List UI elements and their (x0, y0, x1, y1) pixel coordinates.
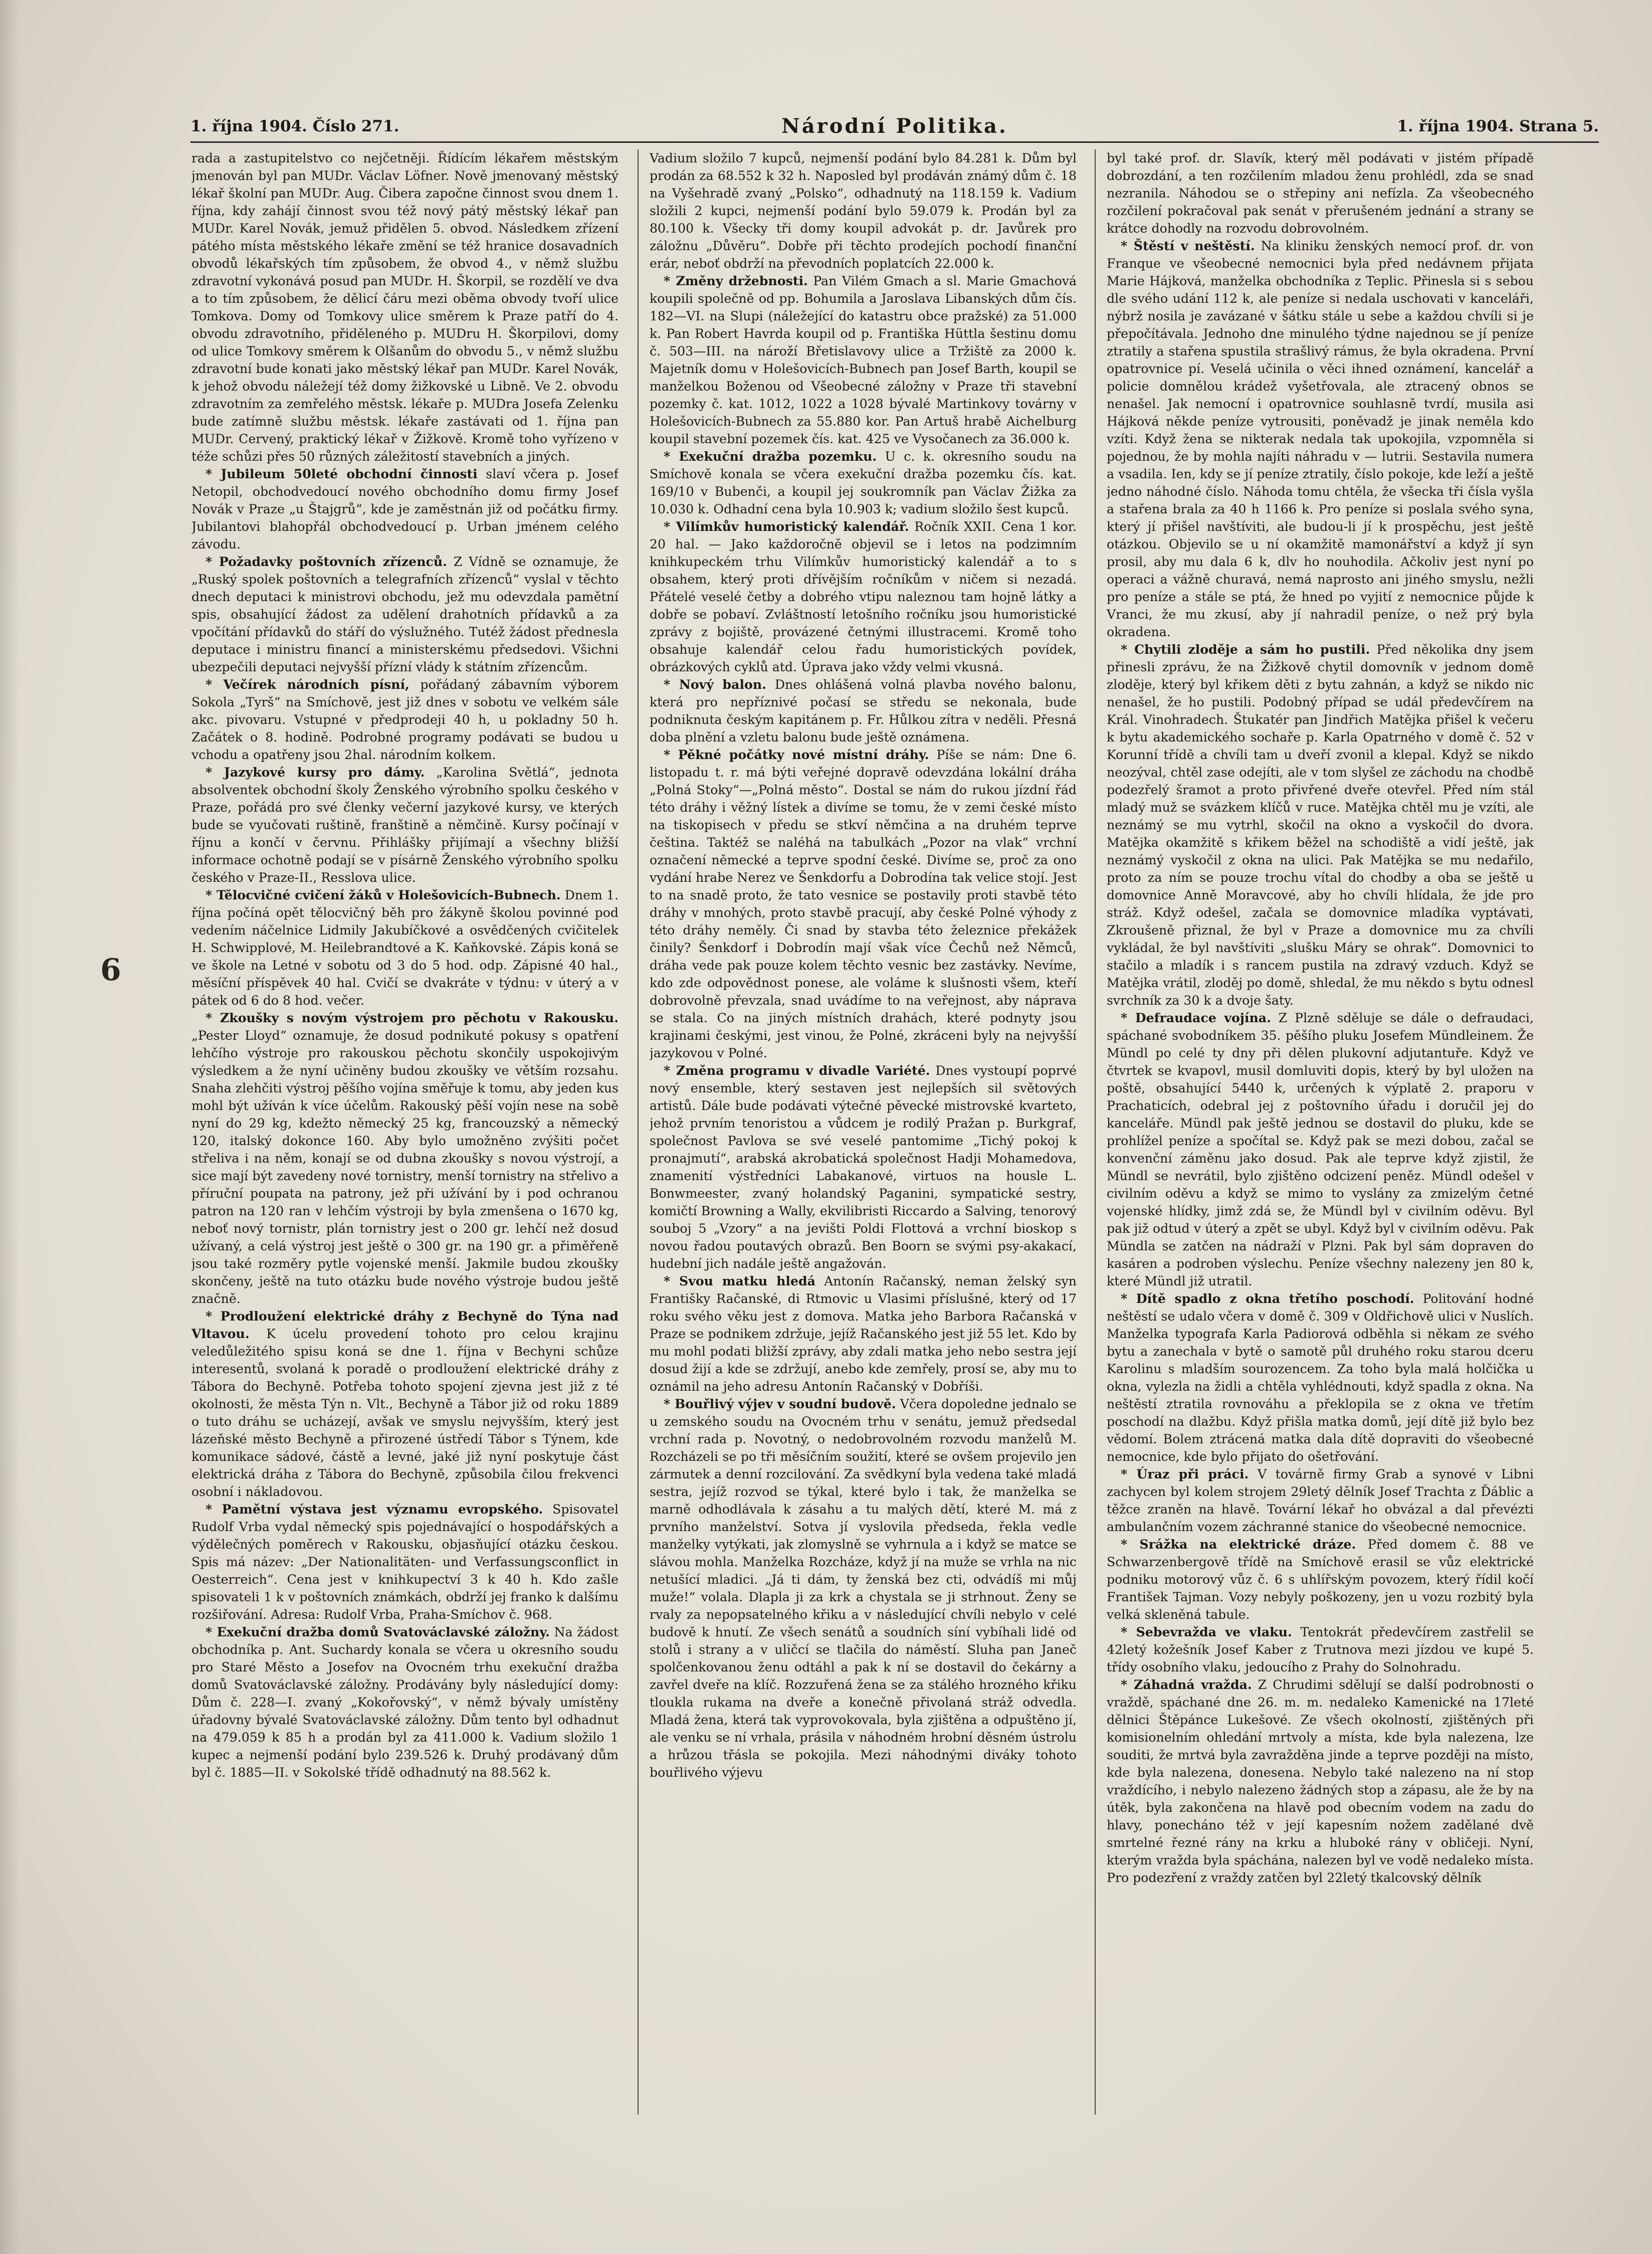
article-paragraph (1107, 1009, 1534, 1290)
column-divider (638, 149, 639, 2115)
article-text: Z Plzně sděluje se dále o defraudaci, spáchané svobodníkem 35. pěšího pluku Josefem Mündleinem. Že Mündl po celé ty dny při dělen plukovní adjutantuře. Když ve čtvrtek se kvapovl, musil domluviti dopis, který by byl uložen na poště, obsahující 5440 k, určených k výplatě 2. praporu v Prachaticích, odebral jej z poštovního úřadu i doručil jej do kanceláře. Mündl pak ještě jednou se dostavil do pluku, kde se prohlížel peníze a spočítal se. Když pak se mezi dobou, začal se konvenční záměnu jako dosud. Pak ale teprve když zjistil, že Mündl se nevrátil, bylo zjištěno odcizení peněz. Mündl odešel v civilním oděvu a když se mimo to vyslány za zmizelým četné vojenské hlídky, jimž zdá se, že Mündl byl v civilním oděvu. Byl pak již odtud v úterý a zpět se ubyl. Když byl v civilním oděvu. Pak Mündla se zatčen na nádraží v Plzni. Pak byl sám dopraven do kasáren a podroben výslechu. Peníze všechny nalezeny jen 80 k, které Mündl již utratil. (1107, 1011, 1534, 1288)
article-headline: * Exekuční dražba pozemku. (664, 449, 877, 464)
article-text: pořádaný zábavním výborem Sokola „Tyrš“ na Smíchově, jest již dnes v sobotu ve velkém sále akc. pivovaru. Vstupné v předprodeji 40 h, u pokladny 50 h. Začátek o 8. hodině. Podrobné programy podávati se budou u vchodu a opatřeny jsou 2hal. národním kolkem. (191, 677, 618, 762)
article-paragraph (191, 1009, 618, 1307)
article-headline: * Chytili zloděje a sám ho pustili. (1121, 642, 1370, 657)
article-paragraph (650, 676, 1077, 746)
article-headline: * Změny držebnosti. (664, 273, 808, 288)
header-date-issue: 1. října 1904. Číslo 271. (190, 117, 399, 135)
article-headline: * Úraz při práci. (1121, 1466, 1249, 1481)
header-date-page: 1. října 1904. Strana 5. (1397, 117, 1599, 135)
article-headline: * Jubileum 50leté obchodní činnosti (205, 466, 478, 481)
column-divider (1095, 149, 1096, 2115)
article-text: Ročník XXII. Cena 1 kor. 20 hal. — Jako každoročně objevil se i letos na podzimním knihkupeckém trhu Vilímkův humoristický kalendář a to s obsahem, který proti dřívějším ročníkům v ničem si nezadá. Přátelé veselé četby a dobrého vtipu naleznou tam hojně látky a dobře se pobaví. Zvláštností letošního ročníku jsou humoristické zprávy z bojiště, provázené četnými illustracemi. Kromě toho obsahuje kalendář celou řadu humoristických povídek, obrázkových cyklů atd. Úprava jako vždy velmi vkusná. (650, 519, 1077, 674)
article-paragraph (191, 1623, 618, 1781)
article-text: Před domem č. 88 ve Schwarzenbergově třídě na Smíchově erasil se vůz elektrické podniku motorový vůz č. 6 s uhlířským povozem, který řídil kočí František Tajman. Vozy nebyly poškozeny, jen u vozu rozbitý byla velká skleněná tabule. (1107, 1537, 1534, 1622)
article-headline: * Tělocvičné cvičení žáků v Holešovicích-Bubnech. (205, 887, 561, 902)
article-paragraph (650, 448, 1077, 518)
article-paragraph (1107, 237, 1534, 641)
article-headline: * Exekuční dražba domů Svatováclavské záložny. (205, 1624, 550, 1639)
header-rule (190, 141, 1599, 143)
article-text: V továrně firmy Grab a synové v Libni zachycen byl kolem strojem 29letý dělník Josef Trachta z Ďáblic a těžce zraněn na hlavě. Tovární lékař ho obvázal a dal převézti ambulančním vozem záchranné stanice do všeobecné nemocnice. (1107, 1467, 1534, 1534)
article-paragraph (191, 149, 618, 465)
article-text: Politování hodné neštěstí se udalo včera v domě č. 309 v Oldřichově ulici v Nuslích. Manželka typografa Karla Padiorová odběhla si někam ze svého bytu a zanechala v bytě o samotě půl druhého roku starou dceru Karolinu s mladším sourozencem. Za toho byla malá holčička u okna, vylezla na židli a chtěla vyhlédnouti, když spadla z okna. Na neštěstí ztratila rovnováhu a překlopila se z okna ve třetím poschodí na dlažbu. Když přišla matka domů, její dítě již bylo bez vědomí. Bolem ztrácená matka dala dítě dopraviti do všeobecné nemocnice, kde bylo přijato do ošetřování. (1107, 1291, 1534, 1464)
article-text: „Pester Lloyd“ oznamuje, že dosud podnikuté pokusy s opatření lehčího výstroje pro rakouskou pěchotu skončily uspokojivým výsledkem a že nyní učiněny budou zkoušky ve větším rozsahu. Snaha zlehčiti výstroj pěšího vojína směřuje k tomu, aby jeden kus mohl být užíván k více účelům. Rakouský pěší vojín nese na sobě nyní do 29 kg, kdežto německý 25 kg, francouzský a německý 120, italský dokonce 160. Aby bylo umožněno zvýšiti počet střeliva i na něm, konají se od dubna zkoušky s novou výstrojí, a sice mají být zavedeny nové tornistry, menší tornistry na střelivo a příruční poupata na patrony, jež při užívání by i pod ochranou patron na 120 ran v lehčím výstroji by byla zmenšena o 1670 kg, neboť nový tornistr, plán tornistry jest o 200 gr. lehčí než dosud užívaný, a celá výstroj jest ještě o 300 gr. na 190 gr. a přiměřeně jsou také rozměry pytle vojenské menší. Jakmile budou zkoušky skončeny, ještě na tuto otázku bude nového výstroje budou ještě značně. (191, 1028, 618, 1306)
article-paragraph (650, 1062, 1077, 1272)
article-text: rada a zastupitelstvo co nejčetněji. Řídícím lékařem městským jmenován byl pan MUDr. Václav Löfner. Nově jmenovaný městský lékař školní pan MUDr. Aug. Čibera započne činnost svou dnem 1. října, kdy zahájí činnost svou též nový pátý městský lékař pan MUDr. Karel Novák, jemuž přidělen 5. obvod. Následkem zřízení pátého místa městského lékaře změní se též hranice dosavadních obvodů lékařských tím způsobem, že obvod 4., v němž službu zdravotní vykonává posud pan MUDr. H. Škorpil, se rozdělí ve dva a to tím způsobem, že dělicí čáru mezi oběma obvody tvoří ulice Tomkova. Domy od Tomkovy ulice směrem k Praze patří do 4. obvodu zdravotního, přiděleného p. MUDru H. Škorpilovi, domy od ulice Tomkovy směrem k Olšanům do obvodu 5., v němž službu zdravotní bude konati jako městský lékař pan MUDr. Karel Novák, k jehož obvodu náležejí též domy žižkovské u Libně. Ve 2. obvodu zdravotním za zemřelého městsk. lékaře p. MUDra Josefa Zelenku bude zatímně službu městsk. lékaře zastávati od 1. října pan MUDr. Cervený, praktický lékař v Žižkově. Kromě toho vyřízeno v téže schůzi přes 50 různých záležitostí stavebních a jiných. (191, 151, 618, 464)
article-text: K úcelu provedení tohoto pro celou krajinu veledůležitého spisu koná se dne 1. října v Bechyni schůze interesentů, svolaná k poradě o prodloužení elektrické dráhy z Tábora do Bechyně. Potřeba tohoto spojení zjevna jest již z té okolnosti, že města Týn n. Vlt., Bechyně a Tábor již od roku 1889 o tuto dráhu se ucházejí, avšak ve smyslu nejvyšším, který jest lázeňské město Bechyně a přirozené ústředí Tábor s Týnem, kde komunikace sádové, částě a levné, jaké již nyní poskytuje část elektrická dráha z Tábora do Bechyně, způsobila čilou frekvenci osobní i nákladovou. (191, 1327, 618, 1499)
article-text: Dnes ohlášená volná plavba nového balonu, která pro nepříznivé počasí se středu se nekonala, bude podniknuta českým kapitánem p. Fr. Hůlkou zítra v neděli. Přesná doba plnění a vzletu balonu bude ještě oznámena. (650, 677, 1077, 744)
column-1 (191, 149, 618, 2115)
article-headline: * Sebevražda ve vlaku. (1121, 1624, 1292, 1639)
article-text: U c. k. okresního soudu na Smíchově konala se včera exekuční dražba pozemku čís. kat. 169/10 v Bubenči, a koupil jej soukromník pan Václav Žižka za 10.030 k. Odhadní cena byla 10.903 k; vadium složilo šest kupců. (650, 449, 1077, 516)
article-paragraph (191, 886, 618, 1009)
article-paragraph (1107, 641, 1534, 1009)
article-headline: * Zkoušky s novým výstrojem pro pěchotu v Rakousku. (205, 1010, 618, 1025)
article-paragraph (650, 518, 1077, 676)
article-paragraph (1107, 1290, 1534, 1465)
article-paragraph (650, 149, 1077, 272)
article-headline: * Záhadná vražda. (1121, 1677, 1252, 1692)
article-text: Z Vídně se oznamuje, že „Ruský spolek poštovních a telegrafních zřízenců“ vyslal v těchto dnech deputaci k ministrovi obchodu, jež mu odevzdala pamětní spis, obsahující žádost za udělení drahotních přídavků a za vpočítání přídavků do stáří do výslužného. Tutéž žádost přednesla deputace i ministru financí a ministerskému předsedovi. Všichni ubezpečili deputaci nejvyšší přízní vlády k státním zřízencům. (191, 554, 618, 674)
article-text: Včera dopoledne jednalo se u zemského soudu na Ovocném trhu v senátu, jemuž předsedal vrchní rada p. Novotný, o nedobrovolném rozvodu manželů M. Rozcházeli se po tři měsíčním soužití, které se ovšem projevilo jen zármutek a denní rozcilování. Za svědkyní byla vedena také mladá sestra, jejíž rozvod se týkal, které bylo i tak, že manželka se marně odhodlávala k zásahu a tu malých dětí, které M. má z prvního manželství. Sotva jí vyslovila předseda, řekla vedle manželky vytýkati, jak zlomyslně se vyhrnula a i když se matce se slávou mohla. Manželka Rozcháze, když jí na muže se vrhla na nic netušící mladici. „Já ti dám, ty ženská bez cti, odvádíš mi můj muže!“ volala. Dlapla ji za krk a chystala se ji strhnout. Ženy se rvaly za nepopsatelného křiku a v následující chvíli nebylo v celé budově k hnutí. Ze všech senátů a soudních síní vybíhali lidé od stolů i strany a v uličcí se tlačila do náměstí. Sluha pan Janeč spolčenkovanou ženu odtáhl a pak k ní se dostavil do čekárny a zavřel dveře na klíč. Rozzuřená žena se za stálého hrozného křiku tloukla rukama na dveře a konečně přivolaná stráž odvedla. Mladá žena, která tak vyprovokovala, byla zjištěna a odpuštěno jí, ale venku se ní vrhala, prásila v náhodném hrobní děsném ústrolu a hrůzou třásla se pokojila. Mezi náhodnými diváky tohoto bouřlivého výjevu (650, 1397, 1077, 1780)
article-text: Před několika dny jsem přinesli zprávu, že na Žižkově chytil domovník v jednom domě zloděje, který byl křikem děti z bytu zahnán, a když se nikdo nic nenašel, že ho pustili. Podobný případ se udál předevčírem na Král. Vinohradech. Štukatér pan Jindřich Matějka přišel k večeru k bytu akademického sochaře p. Karla Opatrného v domě č. 52 v Korunní třídě a chvíli tam u dveří zvonil a klepal. Když se nikdo neozýval, chtěl zase odejíti, ale v tom slyšel ze záchodu na chodbě podezřelý šramot a proto přivřené dveře otevřel. Před ním stál mladý muž se svázkem klíčů v ruce. Matějka chtěl mu je vzíti, ale neznámý se mu vytrhl, skočil na okno a vyskočil do dvora. Matějka okamžitě s křikem běžel na schodiště a vidí ještě, jak neznámý vyskočil z okna na ulici. Pak Matějka se mu nedařilo, proto za ním se pouze trochu vítal do chodby a oba se ještě u domovnice Anně Moravcové, aby ho chvíli hlídala, že jde pro stráž. Když odešel, začala se domovnice mladíka vyptávati, Zkroušeně přiznal, že byl v Praze a domovnice mu za chvíli vykládal, že byl navštíviti „slušku Máry se ohrak“. Domovnici to stačilo a mladík i s rancem pustila na zdravý vzduch. Když se Matějka vrátil, zloděj po domě, shledal, že mu někdo s bytu odnesl svrchník za 30 k a dvoje šaty. (1107, 642, 1534, 1008)
article-headline: * Defraudace vojína. (1121, 1010, 1271, 1025)
article-headline: * Srážka na elektrické dráze. (1121, 1537, 1356, 1552)
article-paragraph (191, 1500, 618, 1623)
masthead-title: Národní Politika. (781, 114, 1008, 138)
article-headline: * Prodloužení elektrické dráhy z Bechyně do Týna nad Vltavou. (191, 1308, 618, 1341)
article-headline: * Dítě spadlo z okna třetího poschodí. (1121, 1291, 1414, 1306)
article-text: Antonín Račanský, neman želský syn Františky Račanské, di Rtmovic u Vlasimi příslušné, který od 17 roku svého věku jest z domova. Matka jeho Barbora Račanská v Praze se podnikem zdržuje, jejíž Račanského jest již 55 let. Kdo by mu mohl podati bližší zprávy, aby zdali matka jeho nebo sestra její dosud žijí a kde se zdržují, anebo kde zemřely, prosí se, aby mu to oznámil na jeho adresu Antonín Račanský v Dobříši. (650, 1274, 1077, 1394)
article-headline: * Pěkné počátky nové místní dráhy. (664, 747, 929, 762)
article-text: Píše se nám: Dne 6. listopadu t. r. má býti veřejné dopravě odevzdána lokální dráha „Polná Stoky“—„Polná město“. Dostal se nám do rukou jízdní řád této dráhy i věžný lístek a divíme se tomu, že v zemi české místo na tiskopisech v předu se stkví němčina a na druhém teprve čeština. Taktéž se naléhá na tabulkách „Pozor na vlak“ vrchní označení německé a teprve spodní české. Divíme se, proč za ono vydání hrabe Nerez ve Šenkdorfu a Dobrodína tak velice stojí. Jest to na snadě proto, že tato vesnice se postavily proti stavbě této dráhy v mnohých, proto stavbě pracují, aby české Polné výhody z této dráhy neměly. Či snad by stavba této železnice překážek činily? Šenkdorf i Dobrodín mají však více Čechů než Němců, dráha vede pak pouze kolem těchto vesnic bez zastávky. Nevíme, kdo zde odpovědnost ponese, ale voláme k slušnosti všem, kteří dobrovolně převzala, snad uvádíme to na veřejnost, aby náprava se stala. Co na jiných místních drahách, které podnyty jsou krajinami českými, jest vinou, že Polné, zkráceni byly na nejvyšší jazykovou v Polné. (650, 747, 1077, 1060)
article-text: Vadium složilo 7 kupců, nejmenší podání bylo 84.281 k. Dům byl prodán za 68.552 k 32 h. Naposled byl prodáván známý dům č. 18 na Vyšehradě zvaný „Polsko“, odhadnutý na 118.159 k. Vadium složili 2 kupci, nejmenší podání bylo 59.079 k. Prodán byl za 80.100 k. Všecky tři domy koupil advokát p. dr. Javůrek pro záložnu „Důvěru“. Dobře při těchto prodejích pochodí finanční erár, neboť obdrží na převodních poplatcích 22.000 k. (650, 151, 1077, 271)
article-text: Na žádost obchodníka p. Ant. Suchardy konala se včera u okresního soudu pro Staré Město a Josefov na Ovocném trhu exekuční dražba domů Svatováclavské záložny. Prodávány byly následující domy: Dům č. 228—I. zvaný „Kokořovský“, v němž bývaly umístěny úřadovny bývalé Svatováclavské záložny. Dům tento byl odhadnut na 479.059 k 85 h a prodán byl za 411.000 k. Vadium složilo 1 kupec a nejmenší podání bylo 239.526 k. Druhý prodávaný dům byl č. 1885—II. v Sokolské třídě odhadnutý na 88.562 k. (191, 1625, 618, 1780)
article-headline: * Večírek národních písní, (205, 677, 409, 692)
article-text: slaví včera p. Josef Netopil, obchodvedoucí nového obchodního domu firmy Josef Novák v Praze „u Štajgrů“, kde je zaměstnán již od počátku firmy. Jubilantovi blahopřál obchodvedoucí p. Urban jménem celého závodu. (191, 467, 618, 551)
article-paragraph (1107, 149, 1534, 237)
article-headline: * Bouřlivý výjev v soudní budově. (664, 1396, 896, 1411)
article-text: Spisovatel Rudolf Vrba vydal německý spis pojednávající o hospodářských a výdělečných poměrech v Rakousku, objasňující otázku českou. Spis má název: „Der Nationalitäten- und Verfassungsconflict in Oesterreich“. Cena jest v knihkupectví 3 k 40 h. Kdo zašle spisovateli 1 k v poštovních známkách, obdrží jej franko k dalšímu rozšiřování. Adresa: Rudolf Vrba, Praha-Smíchov č. 968. (191, 1502, 618, 1622)
article-paragraph (1107, 1465, 1534, 1536)
article-paragraph (1107, 1623, 1534, 1676)
article-paragraph (1107, 1676, 1534, 1887)
article-paragraph (1107, 1536, 1534, 1623)
article-paragraph (191, 676, 618, 764)
article-paragraph (650, 272, 1077, 448)
article-headline: * Štěstí v neštěstí. (1121, 238, 1255, 253)
article-text: byl také prof. dr. Slavík, který měl podávati v jistém případě dobrozdání, a ten rozčilením mladou ženu prohlédl, zda se snad nezranila. Náhodou se o střepiny ani nefízla. Za všeobecného rozčilení pokračoval pak senát v přerušeném jednání a strany se krátce dohodly na rozvodu dobrovolném. (1107, 151, 1534, 236)
article-headline: * Požadavky poštovních zřízenců. (205, 554, 447, 569)
article-paragraph (191, 764, 618, 886)
article-paragraph (650, 1272, 1077, 1395)
article-paragraph (650, 1395, 1077, 1781)
column-2 (650, 149, 1077, 2115)
article-text: „Karolina Světlá“, jednota absolventek obchodní školy Ženského výrobního spolku českého v Praze, pořádá pro své členky večerní jazykové kursy, ve kterých bude se vyučovati ruštině, franštině a němčině. Kursy počínají v říjnu a končí v červnu. Přihlášky přijímají a všechny bližší informace ochotně podají se v písárně Ženského výrobního spolku českého v Praze-II., Resslova ulice. (191, 765, 618, 885)
article-paragraph (650, 746, 1077, 1062)
article-text: Pan Vilém Gmach a sl. Marie Gmachová koupili společně od pp. Bohumila a Jaroslava Libanských dům čís. 182—VI. na Slupi (náležející do katastru obce pražské) za 51.000 k. Pan Robert Havrda koupil od p. Františka Hüttla šestinu domu č. 503—III. na nároží Břetislavovy ulice a Tržiště za 2000 k. Majetník domu v Holešovicích-Bubnech pan Josef Barth, koupil se manželkou Boženou od Všeobecné záložny v Praze tři stavební pozemky č. kat. 1012, 1022 a 1028 bývalé Martinkovy továrny v Holešovicích-Bubnech za 55.880 kor. Pan Artuš hrabě Aichelburg koupil stavební pozemek čís. kat. 425 ve Vysočanech za 36.000 k. (650, 274, 1077, 446)
article-text: Tentokrát předevčírem zastřelil se 42letý kožešník Josef Kaber z Trutnova mezi jízdou ve kupé 5. třídy osobního vlaku, jedoucího z Prahy do Solnohradu. (1107, 1625, 1534, 1674)
article-headline: * Vilímkův humoristický kalendář. (664, 519, 909, 534)
column-3 (1107, 149, 1534, 2115)
article-headline: * Pamětní výstava jest významu evropského. (205, 1501, 543, 1517)
page-header (190, 114, 1599, 144)
article-text: Dnes vystoupí poprvé nový ensemble, který sestaven jest nejlepších sil světových artistů. Dále bude podávati výtečné pěvecké mistrovské kvarteto, jehož prvním tenoristou a vůdcem je rodilý Pražan p. Burkgraf, společnost Pavlova se své veselé pantomime „Tichý pokoj k pronajmutí“, arabská akrobatická společnost Hadji Mohamedova, znamenití výstředníci Labakanové, virtuos na housle L. Bonwmeester, zvaný holandský Paganini, sympatické sestry, komičtí Browning a Wally, ekvilibristi Riccardo a Salving, tenorový souboj 5 „Vzory“ a na jevišti Poldi Flottová a vrchní bioskop s novou řadou poutavých obrazů. Ben Boorn se svými psy-akakací, hudební jich nadále ještě angažován. (650, 1063, 1077, 1271)
article-headline: * Změna programu v divadle Variété. (664, 1063, 930, 1078)
article-headline: * Nový balon. (664, 677, 766, 692)
article-paragraph (191, 465, 618, 553)
article-headline: * Svou matku hledá (664, 1273, 815, 1288)
page-edge-shadow (0, 0, 20, 2254)
article-paragraph (191, 1307, 618, 1500)
article-text: Z Chrudimi sdělují se další podrobnosti o vraždě, spáchané dne 26. m. m. nedaleko Kamenické na 17leté dělnici Štěpánce Lukešové. Ze všech okolností, zjištěných při komisionelním ohledání mrtvoly a místa, kde byla nalezena, lze souditi, že mrtvá byla zavražděna jinde a teprve později na místo, kde byla nalezena, donesena. Nebylo také nalezeno na ní stop vraždícího, i nebylo nalezeno žádných stop a zápasu, ale že by na útěk, byla zakončena na hlavě pod obecním vodem na zadu do hlavy, ponecháno též v její kapesním nožem zadělané dvě smrtelné řezné rány na krku a hluboké rány v obličeji. Nyní, kterým vražda byla spáchána, nalezen byl ve vodě nedaleko místa. Pro podezření z vraždy zatčen byl 22letý tkalcovský dělník (1107, 1677, 1534, 1885)
article-paragraph (191, 553, 618, 676)
article-headline: * Jazykové kursy pro dámy. (205, 765, 425, 780)
article-text: Dnem 1. října počíná opět tělocvičný běh pro žákyně školou povinné pod vedením náčelnice Lidmily Jakubíčkové a osvědčených cvičitelek H. Schwipplové, M. Heilebrandtové a K. Kaňkovské. Zápis koná se ve škole na Letné v sobotu od 3 do 5 hod. odp. Zápisné 40 hal., měsíční příspěvek 40 hal. Cvičí se dvakráte v týdnu: v úterý a v pátek od 6 do 8 hod. večer. (191, 888, 618, 1008)
margin-mark: 6 (100, 953, 121, 988)
article-text: Na kliniku ženských nemocí prof. dr. von Franque ve všeobecné nemocnici byla před nedávnem přijata Marie Hájková, manželka obchodníka z Teplic. Přinesla si s sebou dle svého udání 112 k, ale peníze si nedala uschovati v kanceláři, nýbrž nosila je zavázané v šátku stále u sebe a každou chvíli si je přepočítávala. Jednoho dne minulého týdne najednou se jí peníze ztratily a stařena spustila strašlivý rámus, že byla okradena. První opatrovnice pí. Veselá učinila o věci ihned oznámení, kancelář a policie domnělou krádež vyšetřovala, ale ztracený obnos se nenašel. Jak nemocní i opatrovnice souhlasně tvrdí, musila asi Hájková někde peníze vytrousiti, poněvadž je jinak neměla kdo vzíti. Když žena se nikterak nedala tak upokojila, vzpomněla si pojednou, že by mohla najíti náhradu v — lutrii. Sestavila numera a vsadila. Ien, kdy se jí peníze ztratily, číslo pokoje, kde leží a ještě jedno náhodné číslo. Náhoda tomu chtěla, že všecka tři čísla vyšla a stařena brala za 40 h 1166 k. Pro peníze si poslala svého syna, který jí přišel navštíviti, ale budou-li jí k prospěchu, jest ještě otázkou. Objevilo se u ní okamžitě mamonářství a když jí syn prosil, aby mu dala 6 k, dlv ho nouhodila. Ačkoliv jest nyní po operaci a vážně churavá, nemá naprosto ani jiného smyslu, nežli pro peníze a stále se ptá, že hned po vyjití z nemocnice půjde k Vranci, že mu zkusí, aby jí nahradil peníze, o než prý byla okradena. (1107, 239, 1534, 639)
